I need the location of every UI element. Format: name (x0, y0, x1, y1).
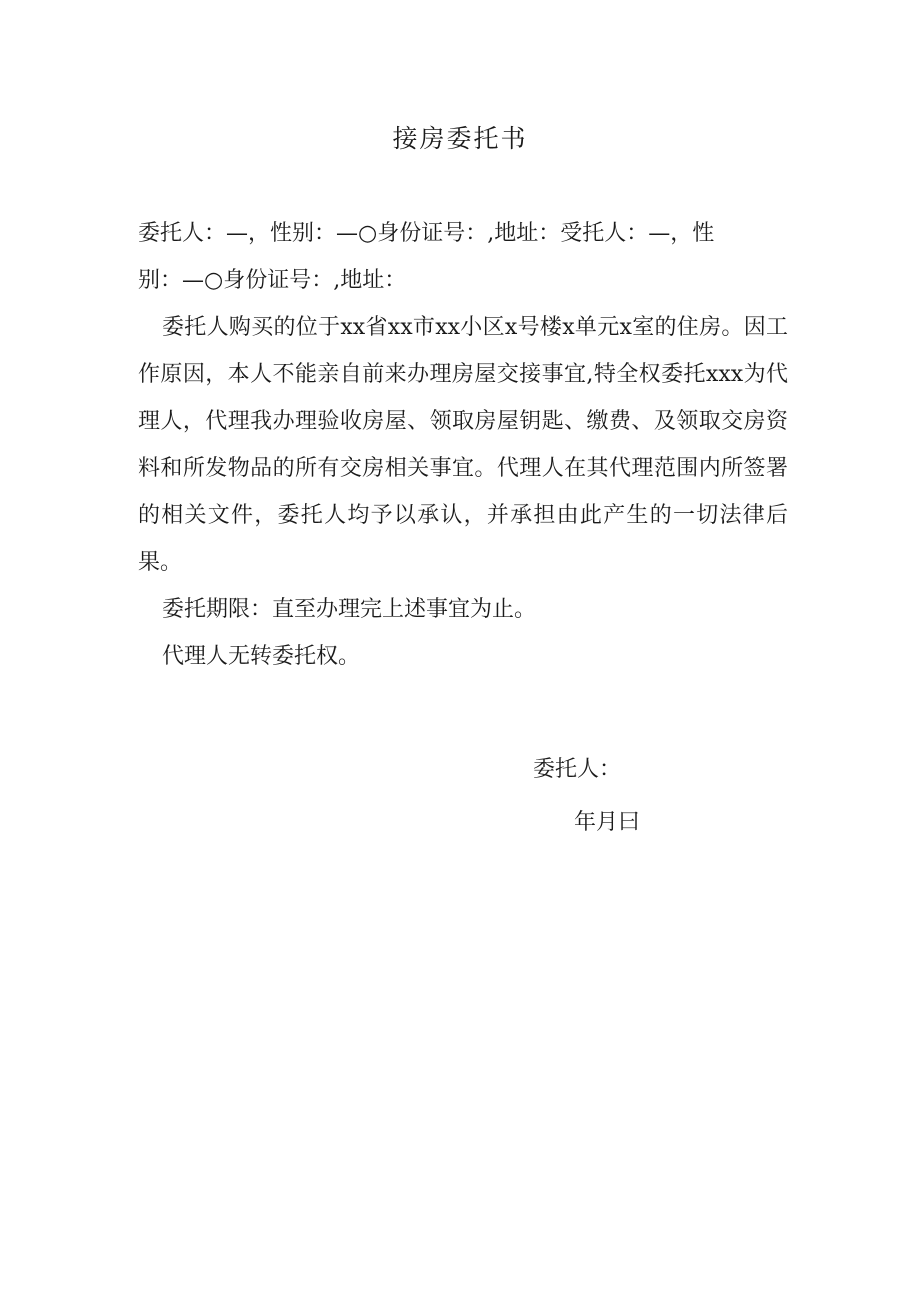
date-label: 年月曰 (574, 810, 641, 835)
parties-line-2: 别：—○身份证号：,地址： (138, 268, 407, 293)
signature-label: 委托人： (533, 757, 622, 782)
document-title: 接房委托书 (392, 124, 528, 153)
main-paragraph: 委托人购买的位于xx省xx市xx小区x号楼x单元x室的住房。因工作原因，本人不能亲自前来办理房屋交接事宜,特全权委托xxx为代理人，代理我办理验收房屋、领取房屋钥匙、缴费、及领取交房资料和所发物品的所有交房相关事宜。代理人在其代理范围内所签署的相关文件，委托人均予以承认，并承担由此产生的一切法律后果。 (138, 315, 788, 575)
term-paragraph: 委托期限：直至办理完上述事宜为止。 (162, 597, 537, 622)
document-body (138, 210, 788, 680)
parties-line-1: 委托人：—，性别：—○身份证号：,地址：受托人：—，性 (138, 221, 715, 246)
no-transfer-paragraph: 代理人无转委托权。 (162, 644, 361, 669)
